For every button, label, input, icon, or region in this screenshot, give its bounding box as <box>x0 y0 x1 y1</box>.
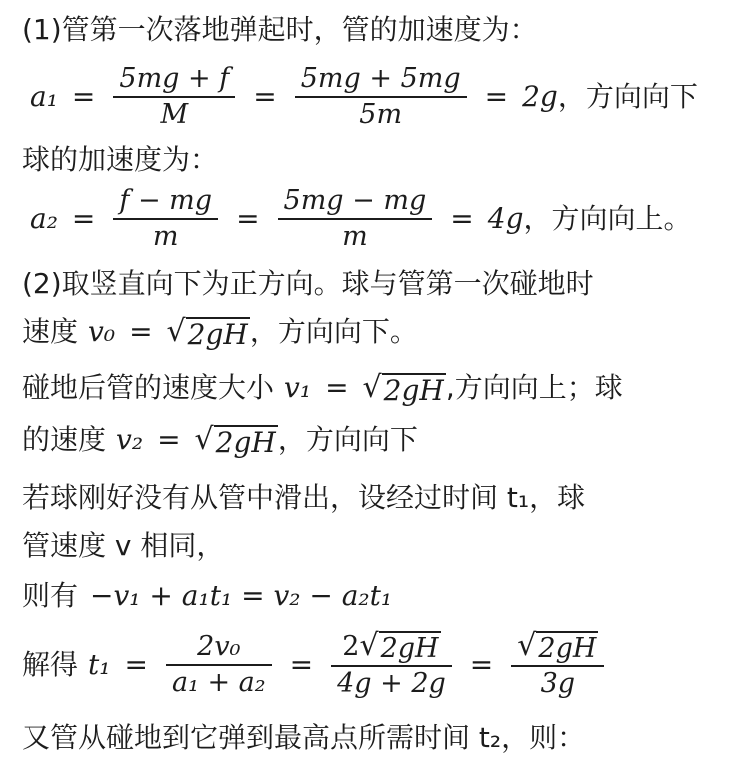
text: 管速度 v 相同， <box>22 529 225 562</box>
direction-text: ，方向向下 <box>557 80 698 113</box>
fraction <box>166 630 272 700</box>
sqrt-expression: √ 2gH <box>194 421 276 459</box>
text: 则有 <box>22 579 79 612</box>
radicand: 2gH <box>187 317 248 351</box>
line-ball-accel-intro <box>22 140 716 180</box>
denominator: 3g <box>540 668 576 699</box>
fraction <box>331 628 452 701</box>
formula-a1: a₁ = $\frac{5mg + f}{M}$ = $\frac{5mg + 5mg}{5m}$ = 2g ，方向向下 <box>30 63 698 130</box>
formula-a2: a₂ = $\frac{f - mg}{m}$ = $\frac{5mg - mg}{m}$ = 4g ，方向向上。 <box>30 185 692 252</box>
denominator: 5m <box>359 99 403 130</box>
numerator: 2 √ 2gH <box>342 628 439 664</box>
text: ,方向向上；球 <box>445 371 623 404</box>
numerator: 5mg + f <box>119 63 230 94</box>
direction-text: ，方向向上。 <box>523 202 692 235</box>
line-part1-intro <box>22 10 716 50</box>
numerator: 2v₀ <box>197 630 241 662</box>
fraction <box>278 184 433 254</box>
symbol-a1: a₁ <box>30 80 58 113</box>
radicand: 2gH <box>215 425 276 459</box>
line-same-velocity <box>22 526 716 566</box>
radicand: 2gH <box>383 373 444 407</box>
text: 的速度 <box>22 423 107 456</box>
numerator: √ 2gH <box>517 628 597 664</box>
result: 2g <box>522 80 558 113</box>
fraction <box>295 62 467 132</box>
symbol-v1: v₁ <box>284 371 312 404</box>
line-v2: 的速度 v₂ = √ 2gH ，方向向下 <box>22 421 418 459</box>
text: 球的加速度为： <box>22 143 219 176</box>
fraction <box>113 62 235 132</box>
numerator: f − mg <box>119 185 213 216</box>
text: ，方向向下。 <box>249 315 418 348</box>
equation: −v₁ + a₁t₁ = v₂ − a₂t₁ <box>90 579 393 612</box>
symbol-v2: v₂ <box>116 423 144 456</box>
text: 速度 <box>22 315 79 348</box>
text: 若球刚好没有从管中滑出，设经过时间 t₁，球 <box>22 481 586 514</box>
fraction <box>511 628 604 701</box>
denominator: M <box>160 99 189 130</box>
sqrt-expression: √ 2gH <box>166 313 248 351</box>
symbol-t1: t₁ <box>88 647 111 681</box>
denominator: 4g + 2g <box>337 668 446 699</box>
symbol-v0: v₀ <box>88 315 116 348</box>
denominator: m <box>152 221 179 252</box>
text: (1)管第一次落地弹起时，管的加速度为： <box>22 13 538 46</box>
numerator: 5mg + 5mg <box>300 63 461 94</box>
formula-t1: 解得 t₁ = $\frac{\text{2v₀}}{\text{a₁ + a₂}}$ = 2 √ 2gH 4g + 2g = √ 2gH 3g <box>22 628 716 701</box>
text: 碰地后管的速度大小 <box>22 371 275 404</box>
numerator: 5mg − mg <box>283 185 427 216</box>
denominator: a₁ + a₂ <box>171 666 266 698</box>
sqrt-expression: √ 2gH <box>362 369 444 407</box>
symbol-a2: a₂ <box>30 202 58 235</box>
line-v1: 碰地后管的速度大小 v₁ = √ 2gH ,方向向上；球 <box>22 369 623 407</box>
text: 又管从碰地到它弹到最高点所需时间 t₂，则： <box>22 721 586 754</box>
denominator: m <box>342 221 368 252</box>
fraction <box>113 184 218 254</box>
line-v0: 速度 v₀ = √ 2gH ，方向向下。 <box>22 313 418 351</box>
text: ，方向向下 <box>277 423 418 456</box>
result: 4g <box>487 202 524 235</box>
line-t2-intro <box>22 718 716 758</box>
text: 解得 <box>22 647 79 681</box>
line-equation <box>22 576 716 616</box>
line-assumption <box>22 478 716 518</box>
line-part2-intro <box>22 264 716 304</box>
text: (2)取竖直向下为正方向。球与管第一次碰地时 <box>22 267 594 300</box>
